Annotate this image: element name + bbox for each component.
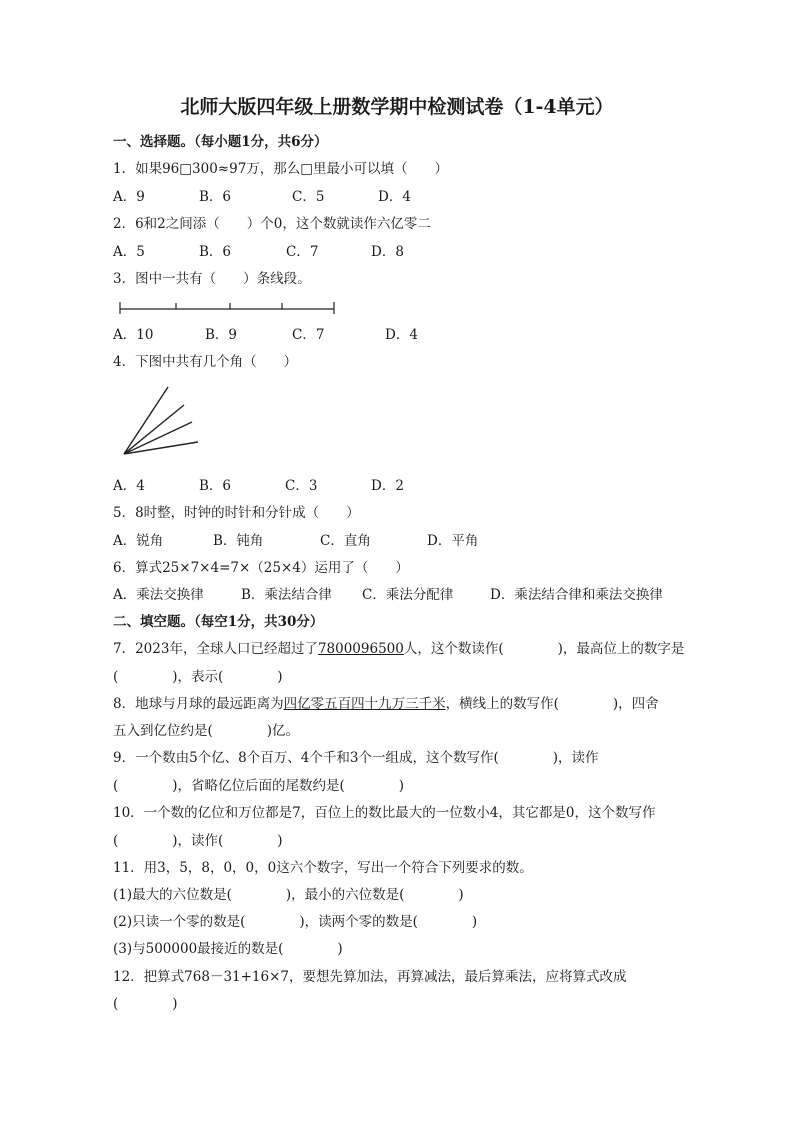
question-3-option-c: C．7 [292,327,325,343]
question-6-option-b: B．乘法结合律 [241,587,332,603]
question-12-line-1: 12．把算式768－31+16×7，要想先算加法，再算减法，最后算乘法，应将算式改成 [113,969,627,985]
question-8-line-1 [113,695,659,713]
section-heading-fill: 二、填空题。（每空1分，共30分） [113,614,324,630]
question-4-option-d: D．2 [371,478,404,494]
question-2-stem: 2．6和2之间添（ ）个0，这个数就读作六亿零二 [113,216,431,232]
question-5-option-b: B．钝角 [213,533,264,549]
question-6-option-c: C．乘法分配律 [362,587,454,603]
question-3-option-d: D．4 [385,327,418,343]
angle-figure [118,382,208,462]
question-2-option-a: A．5 [113,244,145,260]
question-1-option-d: D．4 [378,189,411,205]
question-5-option-d: D．平角 [427,533,479,549]
question-12-line-2: ( ) [113,996,178,1012]
question-4-stem: 4．下图中共有几个角（ ） [113,354,298,370]
page-title: 北师大版四年级上册数学期中检测试卷（1-4单元） [180,96,614,118]
question-5-option-a: A．锐角 [113,533,164,549]
question-3-option-b: B．9 [205,327,238,343]
question-6-stem: 6．算式25×7×4=7×（25×4）运用了（ ） [113,560,409,576]
question-5-stem: 5．8时整，时钟的时针和分针成（ ） [113,505,360,521]
question-11-sub-2: (2)只读一个零的数是( )，读两个零的数是( ) [113,914,478,930]
question-9-line-1: 9．一个数由5个亿、8个百万、4个千和3个一组成，这个数写作( )，读作 [113,750,599,766]
question-8-underlined-text: 四亿零五百四十九万三千米 [283,696,446,712]
question-2-option-b: B．6 [199,244,232,260]
question-1-stem: 1．如果96□300≈97万，那么□里最小可以填（ ） [113,161,449,177]
question-8-suffix: ，横线上的数写作( )，四舍 [445,696,659,712]
question-11-sub-3: (3)与500000最接近的数是( ) [113,941,343,957]
question-6-option-a: A．乘法交换律 [113,587,204,603]
question-4-option-b: B．6 [199,478,232,494]
question-10-line-2: ( )，读作( ) [113,833,283,849]
question-2-option-d: D．8 [371,244,404,260]
question-4-option-a: A．4 [113,478,145,494]
section-heading-choice: 一、选择题。（每小题1分，共6分） [113,134,328,150]
question-2-option-c: C．7 [286,244,319,260]
question-8-line-2: 五入到亿位约是( )亿。 [113,723,300,739]
question-3-option-a: A．10 [113,327,154,343]
question-7-suffix: 人，这个数读作( )，最高位上的数字是 [403,641,685,657]
question-7-prefix: 7．2023年，全球人口已经超过了 [113,641,318,657]
question-9-line-2: ( )，省略亿位后面的尾数约是( ) [113,778,405,794]
question-1-option-b: B．6 [199,189,232,205]
question-1-option-c: C．5 [292,189,325,205]
question-11-stem: 11．用3，5，8，0，0，0这六个数字，写出一个符合下列要求的数。 [113,860,533,876]
question-4-option-c: C．3 [285,478,318,494]
segment-figure [118,298,338,320]
question-7-line-2: ( )，表示( ) [113,669,283,685]
question-7-line-1 [113,640,684,658]
question-11-sub-1: (1)最大的六位数是( )，最小的六位数是( ) [113,887,464,903]
question-8-prefix: 8．地球与月球的最远距离为 [113,696,284,712]
question-3-stem: 3．图中一共有（ ）条线段。 [113,271,311,287]
question-5-option-c: C．直角 [320,533,371,549]
question-6-option-d: D．乘法结合律和乘法交换律 [490,587,663,603]
question-10-line-1: 10．一个数的亿位和万位都是7，百位上的数比最大的一位数小4，其它都是0，这个数写作 [113,805,656,821]
question-7-underlined-number: 7800096500 [317,641,404,657]
question-1-option-a: A．9 [113,189,145,205]
